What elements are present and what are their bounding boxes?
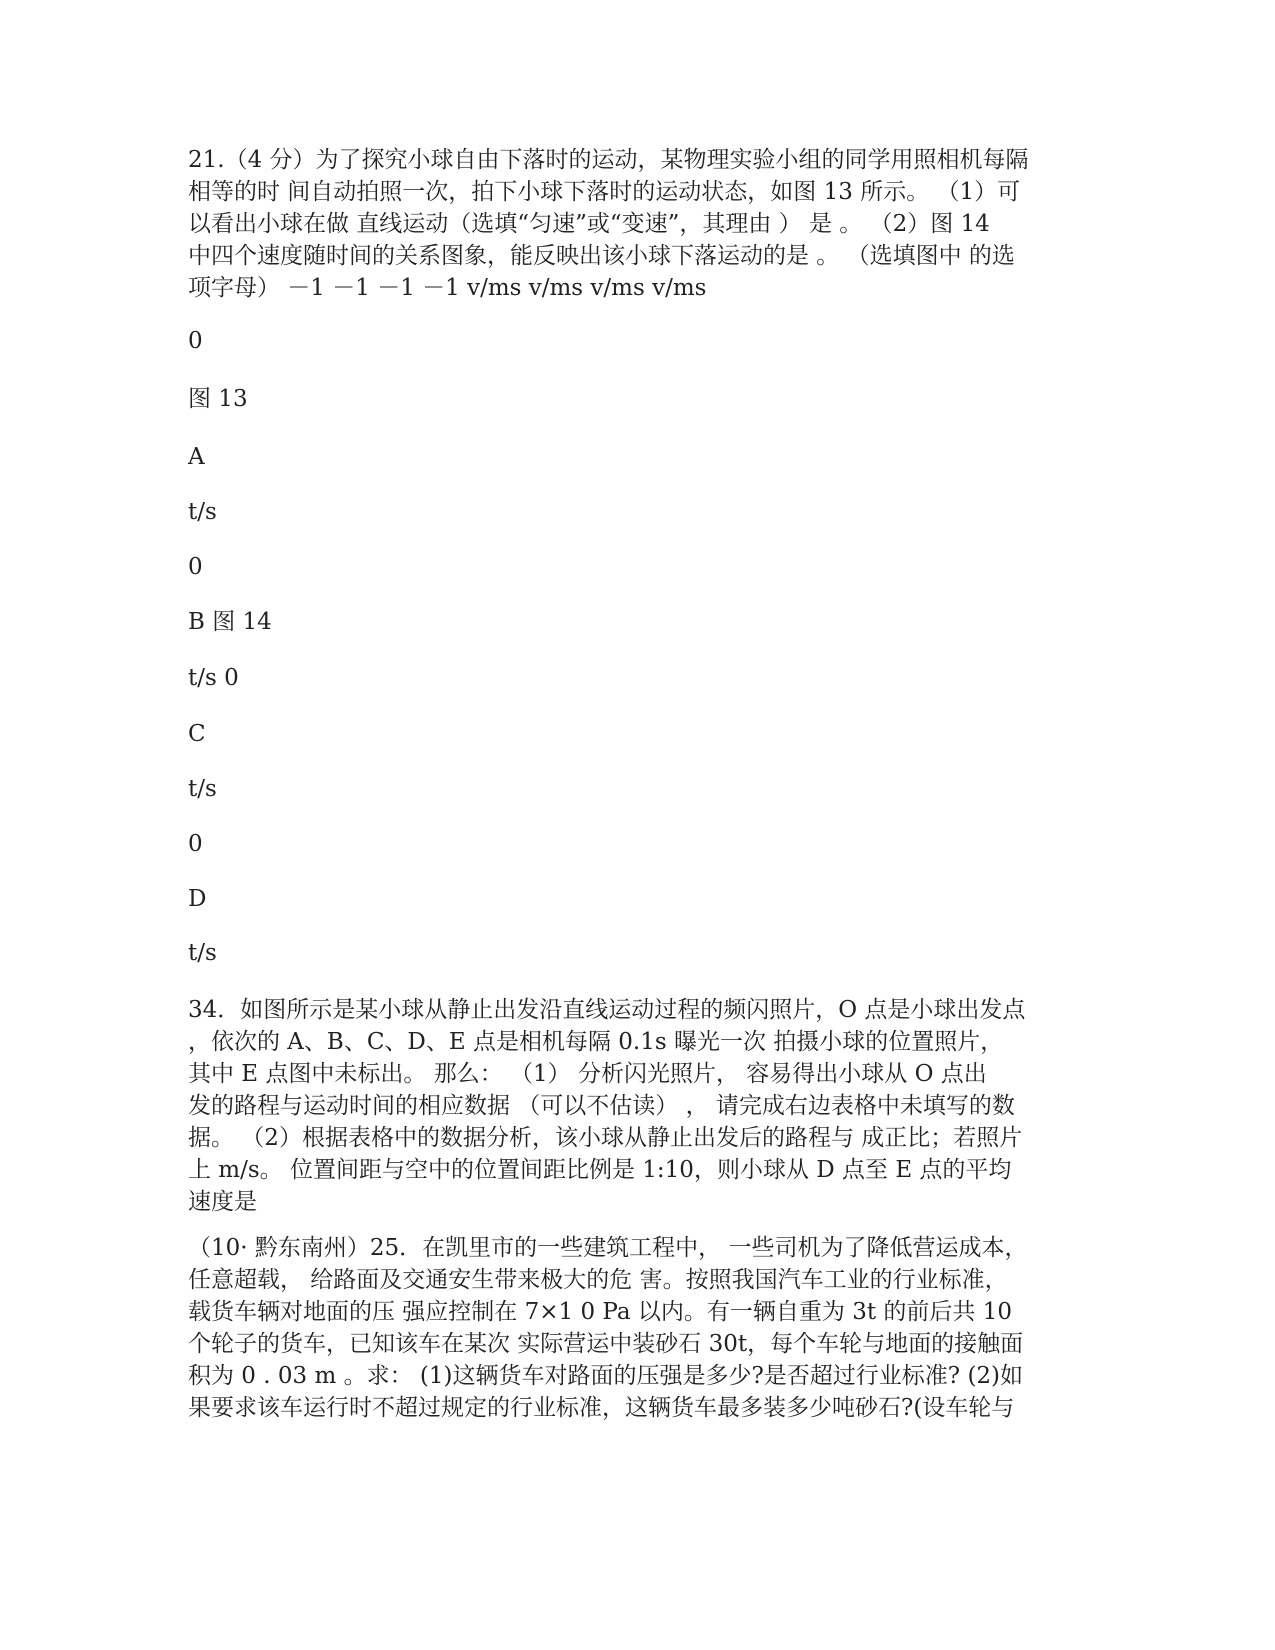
figure-caption-14: B 图 14	[188, 609, 272, 635]
figure-label: A	[188, 444, 205, 470]
question-25	[188, 1232, 1088, 1424]
q34-line: 其中 E 点图中未标出。 那么： （1） 分析闪光照片， 容易得出小球从 O 点出	[188, 1061, 987, 1087]
figure-label: 0	[188, 554, 203, 580]
q25-line: 果要求该车运行时不超过规定的行业标准，这辆货车最多装多少吨砂石?(设车轮与	[188, 1395, 1015, 1421]
q34-line: ，依次的 A、B、C、D、E 点是相机每隔 0.1s 曝光一次 拍摄小球的位置照片，	[188, 1029, 1004, 1055]
q21-line: 以看出小球在做 直线运动（选填“匀速”或“变速”，其理由 ） 是 。 （2）图 14	[188, 211, 990, 237]
figure-label: t/s	[188, 499, 217, 525]
figure-label: D	[188, 886, 207, 912]
figure-label: t/s	[188, 940, 217, 966]
q21-line: 中四个速度随时间的关系图象，能反映出该小球下落运动的是 。 （选填图中 的选	[188, 243, 1015, 269]
figure-label: t/s	[188, 776, 217, 802]
figure-label: 0	[188, 831, 203, 857]
q25-line: 载货车辆对地面的压 强应控制在 7×1 0 Pa 以内。有一辆自重为 3t 的前后共 10	[188, 1299, 1012, 1325]
question-21	[188, 144, 1088, 304]
q34-line: 上 m/s。 位置间距与空中的位置间距比例是 1:10，则小球从 D 点至 E 点的平均	[188, 1157, 1012, 1183]
figure-label: C	[188, 721, 206, 747]
q34-line: 发的路程与运动时间的相应数据 （可以不估读） ， 请完成右边表格中未填写的数	[188, 1093, 1015, 1119]
q34-line: 34．如图所示是某小球从静止出发沿直线运动过程的频闪照片，O 点是小球出发点	[188, 997, 1026, 1023]
figure-label: 0	[188, 328, 203, 354]
q25-line: 个轮子的货车，已知该车在某次 实际营运中装砂石 30t，每个车轮与地面的接触面	[188, 1331, 1024, 1357]
figure-label: t/s 0	[188, 665, 239, 691]
question-34	[188, 994, 1088, 1218]
q25-line: 任意超载， 给路面及交通安生带来极大的危 害。按照我国汽车工业的行业标准，	[188, 1267, 1008, 1293]
q21-line: 21.（4 分）为了探究小球自由下落时的运动，某物理实验小组的同学用照相机每隔	[188, 147, 1029, 173]
q25-line: （10· 黔东南州）25．在凯里市的一些建筑工程中， 一些司机为了降低营运成本，	[188, 1235, 1028, 1261]
q21-line: 相等的时 间自动拍照一次，拍下小球下落时的运动状态，如图 13 所示。 （1）可	[188, 179, 1021, 205]
q21-line: 项字母） －1 －1 －1 －1 v/ms v/ms v/ms v/ms	[188, 275, 707, 301]
q34-line: 速度是	[188, 1189, 257, 1215]
q25-line: 积为 0 . 03 m 。求： (1)这辆货车对路面的压强是多少?是否超过行业标准? (2)如	[188, 1363, 1024, 1389]
q34-line: 据。 （2）根据表格中的数据分析，该小球从静止出发后的路程与 成正比；若照片	[188, 1125, 1023, 1151]
figure-caption-13: 图 13	[188, 386, 248, 412]
